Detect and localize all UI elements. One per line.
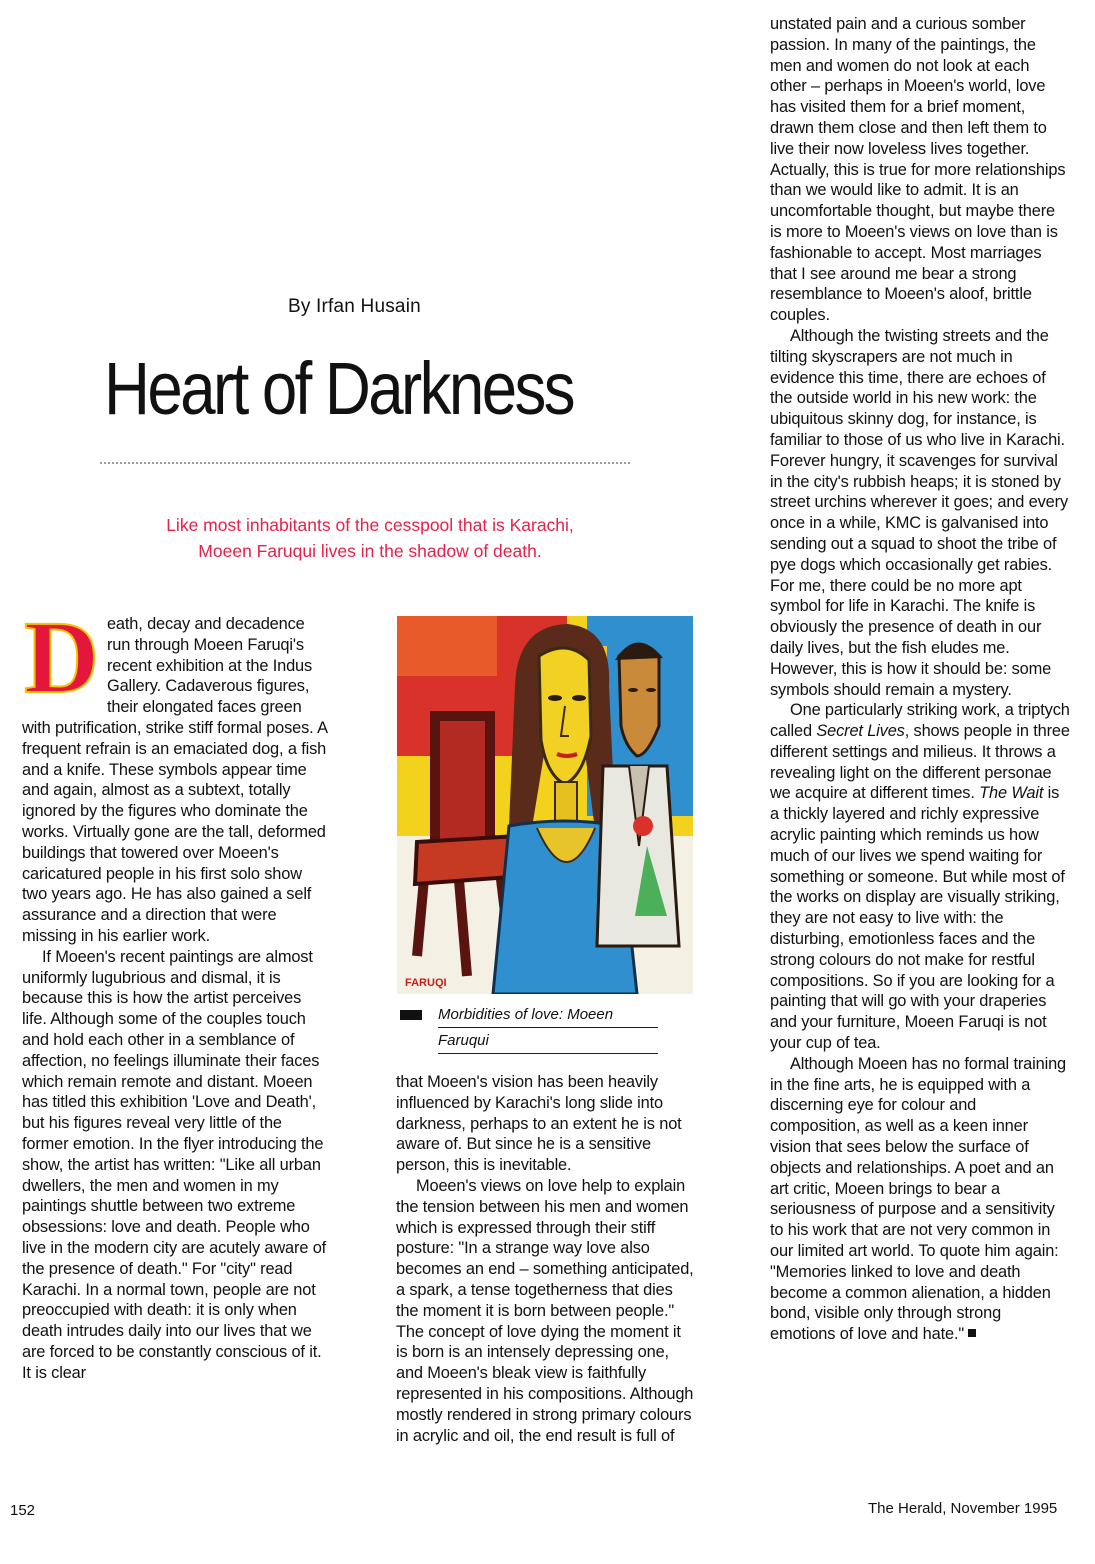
paragraph-4: Although the twisting streets and the tilting skyscrapers are not much in evidence this time, there are echoes of the outside world in his new work: the ubiquitous skinny dog, for instance, is familiar to those of us who live in Karachi. Forever hungry, it scavenges for survival in the city's rubbish heaps; it is stoned by street urchins wherever it goes; and every once in a while, KMC is galvanised into sending out a squad to shoot the tribe of pye dogs which occasionally get rabies. For me, there could be no more apt symbol for life in Karachi. The knife is obviously the presence of death in our daily lives, but the fish eludes me. However, this is how it should be: some symbols should remain a mystery. [770,326,1068,699]
work-title-secret-lives: Secret Lives [816,722,905,741]
caption-line-1: Morbidities of love: Moeen [438,1002,658,1028]
figure-caption [400,1002,700,1054]
drop-cap: D [24,600,99,715]
page-number: 152 [10,1502,36,1519]
headline: Heart of Darkness [104,347,573,430]
paragraph-5 [770,700,1070,1054]
paragraph-5-part-c: is a thickly layered and richly expressive acrylic painting which reminds us how much of our lives we spend waiting for something or someone. But while most of the works on display are visually striking, they are not easy to live with: the disturbing, emotionless faces and the strong colours do not make for restful compositions. So if you are looking for a painting that will go with your draperies and your furniture, Moeen Faruqi is not your cup of tea. [770,784,1065,1053]
standfirst-line-1: Like most inhabitants of the cesspool that is Karachi, [166,515,574,535]
end-mark-icon [968,1329,976,1337]
caption-line-2: Faruqui [438,1028,658,1054]
paragraph-6-text: Although Moeen has no formal training in the fine arts, he is equipped with a discerning eye for colour and composition, as well as a keen inner vision that sees below the surface of objects and relationships. A poet and an art critic, Moeen brings to bear a seriousness of purpose and a sensitivity to his work that are not very common in our limited art world. To quote him again: "Memories linked to love and death become a common alienation, a hidden bond, visible only through strong emotions of love and hate." [770,1054,1066,1344]
paragraph-1 [22,600,328,947]
standfirst [100,512,640,564]
work-title-the-wait: The Wait [979,784,1044,803]
painting-signature: FARUQI [405,977,447,989]
paragraph-3-continued: unstated pain and a curious somber passion. In many of the paintings, the men and women do not look at each other – perhaps in Moeen's world, love has visited them for a brief moment, drawn them close and then left them to live their now loveless lives together. Actually, this is true for more relationships than we would like to admit. It is an uncomfortable thought, but maybe there is more to Moeen's views on love than is fashionable to accept. Most marriages that I see around me bear a strong resemblance to Moeen's aloof, brittle couples. [770,15,1066,325]
byline: By Irfan Husain [288,296,421,317]
paragraph-5-part-a: One particularly striking work, a triptych called [770,701,1070,741]
paragraph-2-continued: that Moeen's vision has been heavily influenced by Karachi's long slide into darkness, perhaps to an extent he is not aware of. But since he is a sensitive person, this is inevitable. [396,1073,682,1175]
column-1 [22,600,328,1383]
column-2 [396,1072,694,1446]
caption-marker [400,1010,422,1020]
standfirst-line-2: Moeen Faruqui lives in the shadow of death. [198,541,542,561]
publication-footer: The Herald, November 1995 [868,1500,1058,1517]
paragraph-5-part-b: , shows people in three different settings and milieus. It throws a revealing light on the different personae we acquire at different times. [770,722,1070,803]
headline-rule [100,462,630,464]
column-3 [770,14,1070,1345]
paragraph-1-text: eath, decay and decadence run through Moeen Faruqi's recent exhibition at the Indus Gallery. Cadaverous figures, their elongated faces green with putrification, strike stiff formal poses. A frequent refrain is an emaciated dog, a fish and a knife. These symbols appear time and again, almost as a subtext, totally ignored by the figures who dominate the works. Virtually gone are the tall, deformed buildings that towered over Moeen's caricatured people in his first solo show two years ago. He has also gained a self assurance and a direction that were missing in his earlier work. [22,615,327,945]
paragraph-3: Moeen's views on love help to explain the tension between his men and women which is expressed through their stiff posture: "In a strange way love also becomes an end – something anticipated, a spark, a tense togetherness that dies the moment it is born between people." The concept of love dying the moment it is born is an intensely depressing one, and Moeen's bleak view is faithfully represented in his compositions. Although mostly rendered in strong primary colours in acrylic and oil, the end result is full of [396,1176,694,1445]
paragraph-2: If Moeen's recent paintings are almost uniformly lugubrious and dismal, it is because this is how the artist perceives life. Although some of the couples touch and hold each other in a semblance of affection, no feelings illuminate their faces which remain remote and distant. Moeen has titled this exhibition 'Love and Death', but his figures reveal very little of the former emotion. In the flyer introducing the show, the artist has written: "Like all urban dwellers, the men and women in my paintings shuttle between two extreme obsessions: love and death. People who live in the modern city are acutely aware of the presence of death." For "city" read Karachi. In a normal town, people are not preoccupied with death: it is only when death intrudes daily into our lives that we are forced to be constantly conscious of it. It is clear [22,947,327,1382]
painting-image [397,616,693,994]
paragraph-6 [770,1054,1070,1345]
